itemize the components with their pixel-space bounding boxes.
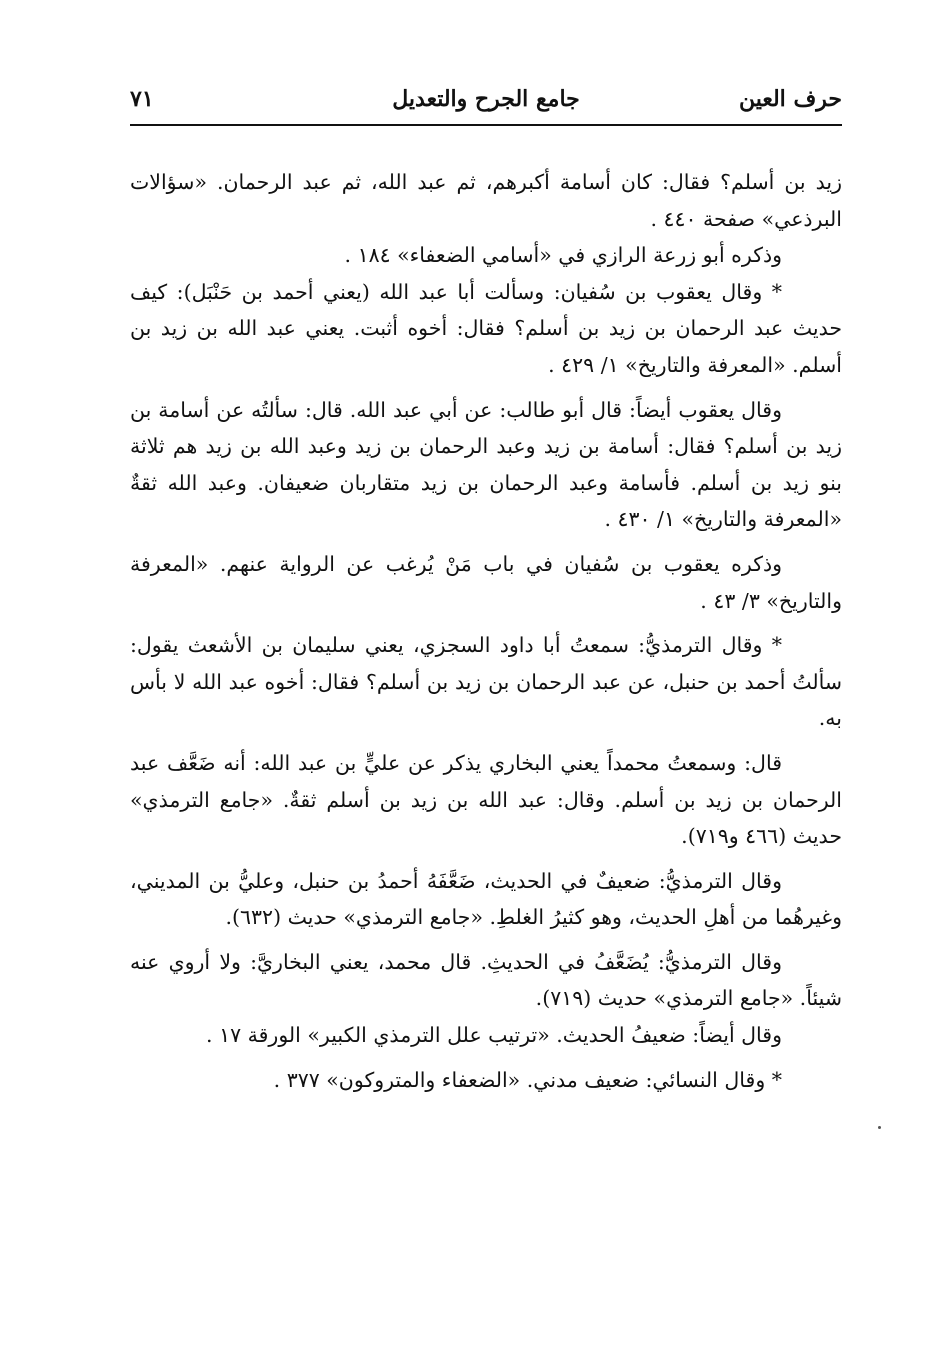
page-header bbox=[130, 82, 842, 122]
header-rule bbox=[130, 124, 842, 126]
paragraph-6: * وقال الترمذيُّ: سمعتُ أبا داود السجزي، يعني سليمان بن الأشعث يقول: سألتُ أحمد بن حنبل، عن عبد الرحمان بن زيد بن أسلم؟ فقال: أخوه عبد الله لا بأس به. bbox=[130, 633, 842, 731]
paragraph-10: وقال أيضاً: ضعيفُ الحديث. «ترتيب علل الترمذي الكبير» الورقة ١٧ . bbox=[206, 1023, 782, 1048]
paragraph-8: وقال الترمذيُّ: ضعيفٌ في الحديث، ضَعَّفَهُ أحمدُ بن حنبل، وعليُّ بن المديني، وغيرهُما من أهلِ الحديث، وهو كثيرُ الغلطِ. «جامع الترمذي» حديث (٦٣٢). bbox=[130, 868, 842, 930]
page-number: ٧١ bbox=[130, 86, 154, 112]
paragraph-4: وقال يعقوب أيضاً: قال أبو طالب: عن أبي عبد الله. قال: سألتُه عن أسامة بن زيد بن أسلم؟ فقال: أسامة بن زيد وعبد الرحمان بن زيد وعبد الله بن زيد هم ثلاثة بنو زيد بن أسلم. فأسامة وعبد الرحمان بن زيد متقاربان ضعيفان. وعبد الله ثقةٌ «المعرفة والتاريخ» ١/ ٤٣٠ . bbox=[130, 397, 842, 532]
paragraph-3: * وقال يعقوب بن سُفيان: وسألت أبا عبد الله (يعني أحمد بن حَنْبَل): كيف حديث عبد الرحمان بن زيد بن أسلم؟ فقال: أخوه أثبت. يعني عبد الله بن زيد بن أسلم. «المعرفة والتاريخ» ١/ ٤٢٩ . bbox=[130, 279, 842, 377]
paragraph-1: زيد بن أسلم؟ فقال: كان أسامة أكبرهم، ثم عبد الله، ثم عبد الرحمان. «سؤالات البرذعي» صفحة ٤٤٠ . bbox=[130, 170, 842, 231]
paragraph-11: * وقال النسائي: ضعيف مدني. «الضعفاء والمتروكون» ٣٧٧ . bbox=[273, 1067, 782, 1092]
chapter-title: حرف العين bbox=[738, 86, 842, 112]
scan-speck bbox=[878, 1126, 881, 1129]
paragraph-5: وذكره يعقوب بن سُفيان في باب مَنْ يُرغب عن الرواية عنهم. «المعرفة والتاريخ» ٣/ ٤٣ . bbox=[130, 551, 842, 613]
book-title: جامع الجرح والتعديل bbox=[392, 86, 580, 112]
page-body bbox=[130, 164, 842, 1098]
paragraph-2: وذكره أبو زرعة الرازي في «أسامي الضعفاء» ١٨٤ . bbox=[344, 243, 782, 268]
paragraph-7: قال: وسمعتُ محمداً يعني البخاري يذكر عن عليٍّ بن عبد الله: أنه ضَعَّف عبد الرحمان بن زيد بن أسلم. وقال: عبد الله بن زيد بن أسلم ثقةٌ. «جامع الترمذي» حديث (٤٦٦ و٧١٩). bbox=[130, 750, 842, 849]
paragraph-9: وقال الترمذيُّ: يُضَعَّفُ في الحديثِ. قال محمد، يعني البخاريَّ: ولا أروي عنه شيئاً. «جامع الترمذي» حديث (٧١٩). bbox=[130, 949, 842, 1011]
